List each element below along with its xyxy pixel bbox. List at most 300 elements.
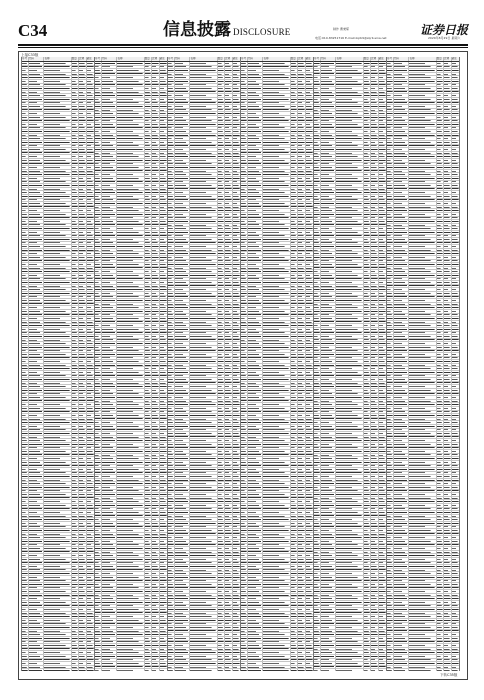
table-cell xyxy=(117,260,144,263)
table-cell xyxy=(168,644,175,647)
table-cell xyxy=(233,662,240,665)
table-cell xyxy=(22,490,29,493)
table-cell xyxy=(190,213,217,216)
table-cell xyxy=(160,590,167,593)
table-cell xyxy=(79,98,87,101)
table-cell xyxy=(29,112,45,115)
table-cell xyxy=(218,432,226,435)
table-cell xyxy=(87,109,94,112)
table-cell xyxy=(117,371,144,374)
table-cell xyxy=(87,249,94,252)
table-cell xyxy=(117,630,144,633)
table-cell xyxy=(160,400,167,403)
table-cell xyxy=(145,342,153,345)
table-cell xyxy=(298,98,306,101)
table-cell xyxy=(79,209,87,212)
table-cell xyxy=(218,375,226,378)
table-cell xyxy=(190,310,217,313)
table-cell xyxy=(117,662,144,665)
table-column-block xyxy=(167,57,241,671)
table-cell xyxy=(233,490,240,493)
table-cell xyxy=(87,141,94,144)
table-cell xyxy=(218,425,226,428)
table-cell xyxy=(87,475,94,478)
table-cell xyxy=(79,662,87,665)
table-cell xyxy=(160,281,167,284)
table-cell xyxy=(117,296,144,299)
table-cell xyxy=(29,648,45,651)
table-cell xyxy=(306,105,313,108)
table-cell xyxy=(241,76,248,79)
table-cell xyxy=(218,238,226,241)
table-cell xyxy=(87,403,94,406)
table-cell xyxy=(218,357,226,360)
table-cell xyxy=(29,576,45,579)
table-cell xyxy=(95,472,102,475)
table-cell xyxy=(95,475,102,478)
table-cell xyxy=(233,623,240,626)
table-cell xyxy=(22,102,29,105)
table-cell xyxy=(117,252,144,255)
table-cell xyxy=(218,80,226,83)
table-cell xyxy=(117,159,144,162)
table-cell xyxy=(102,641,118,644)
table-cell xyxy=(87,292,94,295)
table-cell xyxy=(95,256,102,259)
table-cell xyxy=(72,73,80,76)
table-cell xyxy=(22,188,29,191)
table-cell xyxy=(22,569,29,572)
table-cell xyxy=(190,321,217,324)
table-cell xyxy=(29,76,45,79)
table-cell xyxy=(160,141,167,144)
table-cell xyxy=(95,303,102,306)
table-cell xyxy=(79,623,87,626)
table-cell xyxy=(168,436,175,439)
table-cell xyxy=(117,443,144,446)
table-cell xyxy=(44,659,71,662)
table-cell xyxy=(44,94,71,97)
table-cell xyxy=(291,94,299,97)
table-cell xyxy=(102,339,118,342)
table-cell xyxy=(117,213,144,216)
table-cell xyxy=(102,493,118,496)
table-cell xyxy=(263,73,290,76)
table-cell xyxy=(218,170,226,173)
table-cell xyxy=(306,116,313,119)
table-cell xyxy=(145,364,153,367)
table-cell xyxy=(152,641,160,644)
table-cell xyxy=(29,569,45,572)
table-cell xyxy=(152,360,160,363)
table-cell xyxy=(22,504,29,507)
table-cell xyxy=(79,393,87,396)
table-cell xyxy=(72,475,80,478)
table-cell xyxy=(72,252,80,255)
table-cell xyxy=(175,425,191,428)
table-cell xyxy=(44,393,71,396)
table-cell xyxy=(291,105,299,108)
table-cell xyxy=(160,641,167,644)
table-cell xyxy=(152,644,160,647)
table-cell xyxy=(160,536,167,539)
table-cell xyxy=(79,163,87,166)
table-cell xyxy=(168,418,175,421)
table-cell xyxy=(145,468,153,471)
table-cell xyxy=(102,256,118,259)
table-cell xyxy=(22,475,29,478)
table-cell xyxy=(87,270,94,273)
table-cell xyxy=(117,536,144,539)
table-cell xyxy=(117,360,144,363)
table-cell xyxy=(29,461,45,464)
table-cell xyxy=(79,181,87,184)
table-cell xyxy=(29,116,45,119)
table-cell xyxy=(160,130,167,133)
table-cell xyxy=(145,443,153,446)
table-cell xyxy=(168,360,175,363)
table-cell xyxy=(72,84,80,87)
table-cell xyxy=(218,256,226,259)
table-cell xyxy=(175,249,191,252)
table-cell xyxy=(87,515,94,518)
table-cell xyxy=(44,127,71,130)
table-cell xyxy=(168,188,175,191)
table-cell xyxy=(72,127,80,130)
table-cell xyxy=(190,62,217,65)
table-cell xyxy=(102,468,118,471)
table-cell xyxy=(306,91,313,94)
table-cell xyxy=(79,127,87,130)
table-cell xyxy=(44,375,71,378)
table-cell xyxy=(44,648,71,651)
table-cell xyxy=(225,199,233,202)
table-cell xyxy=(117,526,144,529)
table-cell xyxy=(175,123,191,126)
table-cell xyxy=(218,400,226,403)
table-cell xyxy=(248,69,264,72)
table-cell xyxy=(79,367,87,370)
table-cell xyxy=(175,587,191,590)
table-cell xyxy=(168,148,175,151)
table-cell xyxy=(29,493,45,496)
table-cell xyxy=(22,123,29,126)
table-cell xyxy=(225,170,233,173)
table-cell xyxy=(160,199,167,202)
table-cell xyxy=(190,601,217,604)
table-cell xyxy=(44,130,71,133)
table-cell xyxy=(95,321,102,324)
table-cell xyxy=(102,472,118,475)
table-cell xyxy=(152,666,160,669)
table-cell xyxy=(95,224,102,227)
table-cell xyxy=(145,418,153,421)
table-cell xyxy=(225,562,233,565)
table-cell xyxy=(79,342,87,345)
table-cell xyxy=(218,533,226,536)
table-cell xyxy=(168,260,175,263)
table-cell xyxy=(44,267,71,270)
table-cell xyxy=(72,450,80,453)
table-cell xyxy=(225,522,233,525)
table-cell xyxy=(175,177,191,180)
table-cell xyxy=(160,191,167,194)
table-cell xyxy=(291,73,299,76)
table-cell xyxy=(233,145,240,148)
table-cell xyxy=(190,91,217,94)
table-cell xyxy=(95,641,102,644)
table-cell xyxy=(44,314,71,317)
table-cell xyxy=(117,432,144,435)
table-cell xyxy=(95,587,102,590)
table-cell xyxy=(225,633,233,636)
table-cell xyxy=(160,98,167,101)
table-cell xyxy=(87,526,94,529)
table-cell xyxy=(168,540,175,543)
table-cell xyxy=(117,191,144,194)
table-cell xyxy=(175,288,191,291)
table-cell xyxy=(160,80,167,83)
table-cell xyxy=(225,220,233,223)
table-cell xyxy=(22,605,29,608)
table-cell xyxy=(152,551,160,554)
table-cell xyxy=(233,597,240,600)
table-cell xyxy=(87,224,94,227)
table-cell xyxy=(175,184,191,187)
table-cell xyxy=(72,601,80,604)
table-cell xyxy=(190,152,217,155)
table-cell xyxy=(44,137,71,140)
table-cell xyxy=(117,235,144,238)
table-cell xyxy=(152,76,160,79)
table-cell xyxy=(233,163,240,166)
table-cell xyxy=(160,306,167,309)
table-cell xyxy=(145,475,153,478)
table-cell xyxy=(152,94,160,97)
table-cell xyxy=(145,378,153,381)
table-cell xyxy=(152,479,160,482)
table-cell xyxy=(117,263,144,266)
table-cell xyxy=(233,515,240,518)
table-cell xyxy=(218,500,226,503)
table-cell xyxy=(95,317,102,320)
table-cell xyxy=(29,421,45,424)
table-cell xyxy=(95,580,102,583)
table-cell xyxy=(102,310,118,313)
table-cell xyxy=(87,500,94,503)
table-cell xyxy=(117,152,144,155)
table-cell xyxy=(190,540,217,543)
table-cell xyxy=(218,562,226,565)
table-cell xyxy=(225,260,233,263)
table-cell xyxy=(102,263,118,266)
table-cell xyxy=(145,454,153,457)
table-cell xyxy=(168,375,175,378)
table-cell xyxy=(218,605,226,608)
table-cell xyxy=(22,263,29,266)
table-cell xyxy=(22,314,29,317)
table-cell xyxy=(152,278,160,281)
table-cell xyxy=(152,317,160,320)
table-cell xyxy=(168,637,175,640)
table-cell xyxy=(145,497,153,500)
table-cell xyxy=(152,612,160,615)
table-cell xyxy=(44,411,71,414)
table-cell xyxy=(168,181,175,184)
table-cell xyxy=(175,493,191,496)
table-cell xyxy=(225,536,233,539)
table-cell xyxy=(145,274,153,277)
table-cell xyxy=(175,590,191,593)
table-cell xyxy=(233,206,240,209)
table-cell xyxy=(225,612,233,615)
table-cell xyxy=(168,152,175,155)
table-cell xyxy=(190,479,217,482)
table-cell xyxy=(225,120,233,123)
table-cell xyxy=(102,112,118,115)
table-cell xyxy=(72,62,80,65)
table-cell xyxy=(218,127,226,130)
table-cell xyxy=(190,109,217,112)
table-cell xyxy=(44,385,71,388)
table-cell xyxy=(218,547,226,550)
table-cell xyxy=(117,245,144,248)
table-cell xyxy=(44,407,71,410)
table-cell xyxy=(29,310,45,313)
table-cell xyxy=(233,393,240,396)
table-cell xyxy=(175,238,191,241)
table-cell xyxy=(44,292,71,295)
table-cell xyxy=(145,601,153,604)
table-cell xyxy=(241,91,248,94)
table-cell xyxy=(29,558,45,561)
table-cell xyxy=(102,393,118,396)
table-cell xyxy=(145,403,153,406)
table-cell xyxy=(218,511,226,514)
table-cell xyxy=(233,84,240,87)
table-cell xyxy=(117,155,144,158)
table-cell xyxy=(44,576,71,579)
table-cell xyxy=(160,479,167,482)
table-cell xyxy=(225,263,233,266)
table-cell xyxy=(95,547,102,550)
table-cell xyxy=(72,231,80,234)
table-cell xyxy=(160,375,167,378)
table-cell xyxy=(241,80,248,83)
table-cell xyxy=(190,630,217,633)
table-cell xyxy=(291,112,299,115)
table-cell xyxy=(218,544,226,547)
table-cell xyxy=(145,432,153,435)
table-cell xyxy=(79,91,87,94)
table-cell xyxy=(218,594,226,597)
table-column-block xyxy=(94,57,168,671)
table-cell xyxy=(79,504,87,507)
table-cell xyxy=(233,353,240,356)
table-cell xyxy=(168,666,175,669)
table-cell xyxy=(225,619,233,622)
table-cell xyxy=(79,436,87,439)
table-cell xyxy=(79,583,87,586)
table-cell xyxy=(160,529,167,532)
table-cell xyxy=(87,306,94,309)
table-cell xyxy=(168,551,175,554)
table-cell xyxy=(87,120,94,123)
table-cell xyxy=(190,526,217,529)
table-cell xyxy=(22,195,29,198)
table-cell xyxy=(160,429,167,432)
table-cell xyxy=(29,195,45,198)
table-cell xyxy=(102,547,118,550)
table-cell xyxy=(233,529,240,532)
table-cell xyxy=(22,580,29,583)
table-cell xyxy=(190,357,217,360)
table-cell xyxy=(102,202,118,205)
table-cell xyxy=(145,235,153,238)
table-cell xyxy=(225,644,233,647)
table-cell xyxy=(95,242,102,245)
table-cell xyxy=(117,533,144,536)
table-cell xyxy=(117,288,144,291)
table-cell xyxy=(29,457,45,460)
table-cell xyxy=(102,66,118,69)
table-cell xyxy=(102,554,118,557)
table-cell xyxy=(22,619,29,622)
table-cell xyxy=(225,105,233,108)
table-cell xyxy=(145,644,153,647)
table-cell xyxy=(225,669,233,671)
table-cell xyxy=(175,109,191,112)
table-cell xyxy=(117,580,144,583)
table-cell xyxy=(72,490,80,493)
table-cell xyxy=(160,263,167,266)
table-cell xyxy=(233,299,240,302)
table-cell xyxy=(218,378,226,381)
table-cell xyxy=(168,170,175,173)
table-cell xyxy=(87,112,94,115)
table-cell xyxy=(95,662,102,665)
table-cell xyxy=(72,227,80,230)
table-cell xyxy=(233,565,240,568)
table-cell xyxy=(225,235,233,238)
table-cell xyxy=(29,482,45,485)
table-cell xyxy=(175,328,191,331)
table-cell xyxy=(233,281,240,284)
table-cell xyxy=(72,526,80,529)
table-cell xyxy=(225,414,233,417)
table-cell xyxy=(72,238,80,241)
table-cell xyxy=(29,536,45,539)
table-cell xyxy=(306,80,313,83)
table-cell xyxy=(22,562,29,565)
table-cell xyxy=(79,346,87,349)
table-cell xyxy=(168,155,175,158)
table-cell xyxy=(44,590,71,593)
table-cell xyxy=(218,98,226,101)
table-cell xyxy=(79,184,87,187)
table-cell xyxy=(168,587,175,590)
table-cell xyxy=(72,328,80,331)
table-cell xyxy=(233,324,240,327)
table-cell xyxy=(44,199,71,202)
table-cell xyxy=(72,411,80,414)
table-cell xyxy=(233,371,240,374)
table-cell xyxy=(72,529,80,532)
table-cell xyxy=(102,141,118,144)
table-cell xyxy=(87,497,94,500)
table-cell xyxy=(102,608,118,611)
table-cell xyxy=(233,630,240,633)
